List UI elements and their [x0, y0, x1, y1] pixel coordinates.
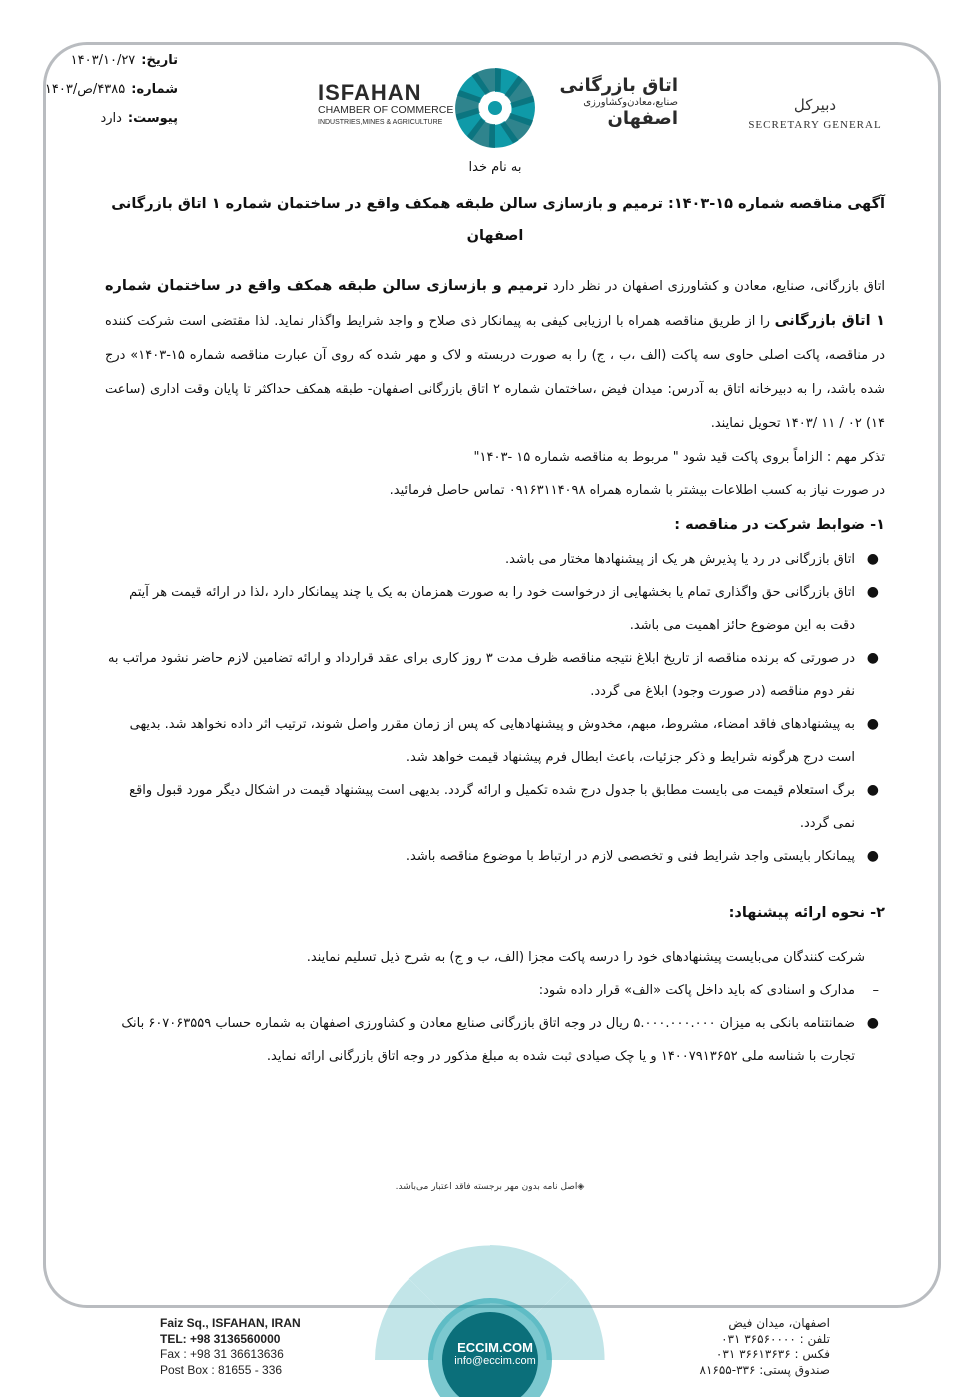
section2-list: [105, 1007, 885, 1073]
list-item-text: پیمانکار بایستی واجد شرایط فنی و تخصصی لازم در ارتباط با موضوع مناقصه باشد.: [405, 849, 855, 864]
intro-part2: را از طریق مناقصه همراه با ارزیابی کیفی به پیمانکار ذی صلاح و واجد شرایط واگذار نماید. لذا مقتضی است شرکت کننده در مناقصه، پاکت اصلی حاوی سه پاکت (الف ،ب ، ج) را به صورت دربسته و لاک و مهر شده که روی آن عبارت مناقصه شماره ۱۵-۱۴۰۳» درج شده باشد، را به دبیرخانه اتاق به آدرس: میدان فیض ،ساختمان شماره ۲ اتاق بازرگانی اصفهان- طبقه همکف حداکثر تا پایان وقت اداری (ساعت ۱۴) ۰۲ / ۱۱ /۱۴۰۳ تحویل نمایند.: [105, 314, 885, 431]
logo-fa-isfahan: اصفهان: [607, 108, 678, 129]
secretary-general: [740, 94, 890, 134]
bullet-icon: ●: [866, 650, 879, 666]
footer-en-pobox: Post Box : 81655 - 336: [160, 1362, 283, 1377]
logo-isfahan: ISFAHAN: [318, 80, 422, 105]
intro-subject: ترمیم و بازسازی سالن طبقه همکف واقع در ساختمان شماره ۱ اتاق بازرگانی: [105, 278, 885, 329]
letter-meta: [18, 46, 178, 133]
section1-heading: ۱- ضوابط شرکت در مناقصه :: [674, 517, 885, 533]
number-label: شماره:: [131, 82, 178, 97]
date-label: تاریخ:: [141, 53, 178, 68]
list-item-text: برگ استعلام قیمت می بایست مطابق با جدول درج شده تکمیل و ارائه گردد. بدیهی است پیشنهاد قیمت در اشکال دیگر مورد قبول واقع نمی گردد.: [129, 783, 855, 831]
stamp-validity-note: [300, 1182, 680, 1192]
bullet-icon: ●: [866, 551, 879, 567]
logo-persian-text: [538, 76, 678, 129]
attachment-value: دارد: [100, 111, 122, 126]
list-item: [105, 576, 885, 642]
footer-email-link[interactable]: info@eccim.com: [454, 1355, 536, 1367]
attachment-row: [18, 104, 178, 133]
list-item: [105, 840, 885, 873]
intro-paragraph: [105, 269, 885, 441]
number-value: ۴۳۸۵/ص/۱۴۰۳: [44, 82, 126, 97]
footer-persian-contact: [650, 1316, 830, 1378]
list-item: [105, 774, 885, 840]
dash-icon: –: [872, 983, 879, 998]
list-item-text: اتاق بازرگانی در رد یا پذیرش هر یک از پیشنهادها مختار می باشد.: [505, 552, 855, 567]
footer-english-contact: [160, 1316, 360, 1378]
bullet-icon: ●: [866, 716, 879, 732]
bullet-icon: ●: [866, 1015, 879, 1031]
footer-en-tel: TEL: +98 3136560000: [160, 1331, 281, 1346]
list-item-text: به پیشنهادهای فاقد امضاء، مشروط، مبهم، مخدوش و پیشنهادهایی که پس از زمان مقرر واصل شوند، ترتیب اثر داده نخواهد شد. بدیهی است درج هرگونه شرایط و ذکر جزئیات، باعث ابطال فرم پیشنهاد قیمت خواهد شد.: [129, 717, 855, 765]
footer-website-link[interactable]: ECCIM.COM: [457, 1340, 533, 1355]
footer-emblem-icon: [330, 1230, 650, 1397]
footer-fa-pobox: صندوق پستی: ۳۳۶-۸۱۶۵۵: [699, 1362, 830, 1377]
stamp-note-text: اصل نامه بدون مهر برجسته فاقد اعتبار می‌باشد.: [395, 1182, 578, 1192]
logo-industries: INDUSTRIES,MINES & AGRICULTURE: [318, 119, 443, 126]
footer-fa-fax: فکس : ۳۶۶۱۳۶۳۶ ۰۳۱: [715, 1347, 830, 1361]
tender-title-cont: اصفهان: [466, 228, 524, 244]
number-row: [18, 75, 178, 104]
chamber-logo-icon: [452, 65, 538, 151]
section2-intro: شرکت کنندگان می‌بایست پیشنهادهای خود را درسه پاکت مجزا (الف، ب و ج) به شرح ذیل تسلیم نمایند.: [306, 950, 865, 965]
logo-chamber: CHAMBER OF COMMERCE: [318, 104, 454, 116]
secretary-general-fa: دبیرکل: [793, 96, 837, 114]
diamond-icon: ◈: [577, 1182, 585, 1192]
logo-fa-industries: صنایع،معادن‌وکشاورزی: [583, 97, 678, 108]
section2-dash-item: [105, 974, 885, 1007]
secretary-general-en: SECRETARY GENERAL: [748, 119, 882, 131]
list-item: [105, 543, 885, 576]
dash-item-text: مدارک و اسنادی که باید داخل پاکت «الف» قرار داده شود:: [538, 983, 855, 998]
contact-line: در صورت نیاز به کسب اطلاعات بیشتر با شماره همراه ۰۹۱۶۳۱۱۴۰۹۸ تماس حاصل فرمائید.: [389, 483, 885, 498]
important-note: تذکر مهم : الزاماً بروی پاکت قید شود " مربوط به مناقصه شماره ۱۵ -۱۴۰۳": [473, 450, 885, 465]
section1-list: [105, 543, 885, 873]
list-item-text: در صورتی که برنده مناقصه از تاریخ ابلاغ نتیجه مناقصه ظرف مدت ۳ روز کاری برای عقد قرارداد و ارائه تضامین لازم حاضر نشود مراتب به نفر دوم مناقصه (در صورت وجود) ابلاغ می گردد.: [107, 651, 855, 699]
footer-web: [430, 1340, 560, 1368]
logo-fa-chamber: اتاق بازرگانی: [559, 75, 678, 96]
list-item: [105, 1007, 885, 1073]
list-item-text: ضمانتنامه بانکی به میزان ۵.۰۰۰.۰۰۰.۰۰۰ ریال در وجه اتاق بازرگانی صنایع معادن و کشاورزی اصفهان به شماره حساب ۶۰۷۰۶۳۵۵۹ بانک تجارت با شناسه ملی ۱۴۰۰۷۹۱۳۶۵۲ و یا چک صیادی ثبت شده به مبلغ مذکور در وجه اتاق بازرگانی ارائه نماید.: [121, 1016, 855, 1064]
intro-part1: اتاق بازرگانی، صنایع، معادن و کشاورزی اصفهان در نظر دارد: [548, 279, 885, 294]
date-row: [18, 46, 178, 75]
list-item: [105, 642, 885, 708]
footer-en-address: Faiz Sq., ISFAHAN, IRAN: [160, 1316, 301, 1330]
footer-en-fax: Fax : +98 31 36613636: [160, 1347, 284, 1361]
logo-english-text: [318, 82, 458, 129]
letter-body: [105, 160, 885, 1073]
footer-fa-address: اصفهان، میدان فیض: [728, 1316, 830, 1330]
footer-fa-tel: تلفن : ۳۶۵۶۰۰۰۰ ۰۳۱: [721, 1331, 830, 1346]
section2-heading: ۲- نحوه ارائه پیشنهاد:: [728, 905, 885, 921]
attachment-label: پیوست:: [127, 111, 178, 126]
bismillah: به نام خدا: [468, 160, 522, 175]
tender-title: آگهی مناقصه شماره ۱۵-۱۴۰۳: ترمیم و بازسازی سالن طبقه همکف واقع در ساختمان شماره ۱ اتاق بازرگانی: [111, 196, 885, 212]
list-item: [105, 708, 885, 774]
bullet-icon: ●: [866, 782, 879, 798]
bullet-icon: ●: [866, 584, 879, 600]
list-item-text: اتاق بازرگانی حق واگذاری تمام یا بخشهایی از درخواست خود را به صورت همزمان به یک یا چند پیمانکار دارد ،لذا در ارائه قیمت هر آیتم دقت به این موضوع حائز اهمیت می باشد.: [129, 585, 855, 633]
date-value: ۱۴۰۳/۱۰/۲۷: [70, 53, 136, 68]
bullet-icon: ●: [866, 848, 879, 864]
